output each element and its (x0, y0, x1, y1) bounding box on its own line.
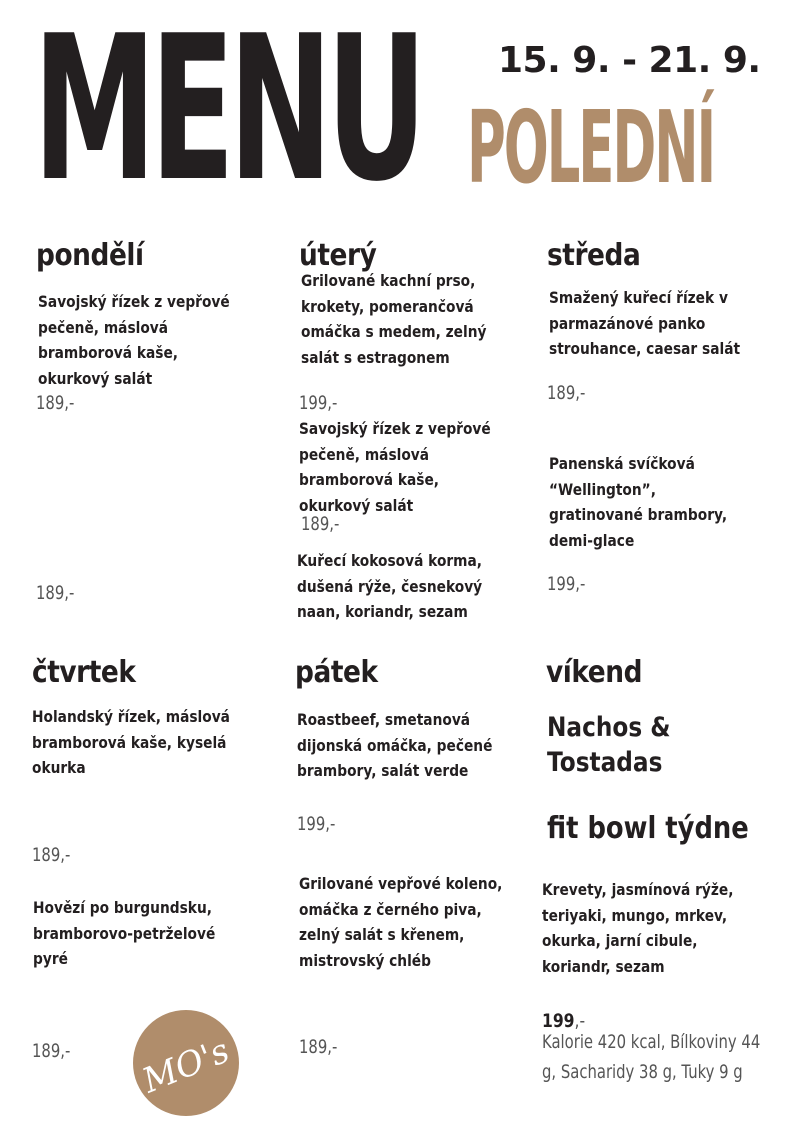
dish-wednesday-1 (549, 285, 740, 362)
dish-tuesday-1 (301, 268, 486, 370)
special-line: Nachos & (547, 712, 671, 743)
dish-line: dijonská omáčka, pečené (297, 735, 493, 755)
price-friday-1: 199,- (297, 813, 336, 835)
dish-line: mistrovský chléb (299, 950, 431, 970)
dish-line: teriyaki, mungo, mrkev, (542, 905, 728, 925)
dish-line: krokety, pomerančová (301, 296, 474, 316)
dish-line: bramborovo-petrželové (33, 923, 216, 943)
dish-line: bramborová kaše, kyselá (32, 732, 227, 752)
dish-line: bramborová kaše, (38, 343, 179, 362)
nutrition-line: Kalorie 420 kcal, Bílkoviny 44 (542, 1031, 761, 1053)
dish-monday-1 (38, 289, 230, 391)
dish-thursday-1 (32, 704, 230, 781)
dish-line: Savojský řízek z vepřové (38, 292, 230, 311)
day-heading-tuesday: úterý (299, 238, 377, 273)
dish-line: omáčka z černého piva, (299, 899, 482, 919)
price-tuesday-1: 199,- (299, 392, 338, 414)
dish-line: okurka, jarní cibule, (542, 931, 698, 950)
dish-line: “Wellington”, (549, 479, 656, 499)
fit-bowl-dish (542, 877, 733, 979)
dish-line: Smažený kuřecí řízek v (549, 288, 728, 307)
price-thursday-2: 189,- (32, 1040, 71, 1062)
menu-subtitle: POLEDNÍ (467, 89, 715, 206)
dish-line: demi-glace (549, 530, 635, 550)
dish-line: okurka (32, 758, 86, 777)
dish-line: pečeně, máslová (38, 317, 169, 337)
price-thursday-1: 189,- (32, 844, 71, 866)
dish-line: brambory, salát verde (297, 761, 469, 780)
dish-line: okurkový salát (299, 495, 414, 515)
dish-thursday-2 (33, 895, 215, 972)
price-friday-2: 189,- (299, 1036, 338, 1058)
dish-line: Savojský řízek z vepřové (299, 419, 491, 438)
mos-logo (133, 1010, 239, 1116)
dish-line: zelný salát s křenem, (299, 925, 465, 944)
dish-line: strouhance, caesar salát (549, 339, 741, 358)
dish-line: pečeně, máslová (299, 444, 430, 464)
price-monday-1: 189,- (36, 392, 75, 414)
dish-friday-2 (299, 871, 502, 973)
dish-line: gratinované brambory, (549, 505, 728, 524)
weekend-special (547, 710, 671, 780)
price-tuesday-2: 189,- (301, 513, 340, 535)
day-heading-monday: pondělí (36, 238, 144, 273)
dish-line: bramborová kaše, (299, 470, 440, 489)
logo-text: MO's (137, 1030, 235, 1102)
nutrition-line: g, Sacharidy 38 g, Tuky 9 g (542, 1061, 743, 1083)
day-heading-friday: pátek (295, 655, 378, 690)
dish-tuesday-2 (299, 416, 491, 518)
dish-line: Holandský řízek, máslová (32, 707, 230, 726)
day-heading-wednesday: středa (547, 238, 641, 273)
dish-line: parmazánové panko (549, 313, 706, 333)
dish-line: salát s estragonem (301, 347, 450, 367)
menu-title: MENU (33, 0, 421, 226)
dish-line: dušená rýže, česnekový (297, 576, 483, 596)
dish-line: naan, koriandr, sezam (297, 602, 468, 621)
dish-line: Hovězí po burgundsku, (33, 898, 212, 917)
dish-tuesday-3 (297, 548, 482, 625)
dish-line: koriandr, sezam (542, 956, 665, 976)
dish-line: Panenská svíčková (549, 454, 695, 473)
special-line: Tostadas (547, 747, 663, 778)
dish-line: Grilované kachní prso, (301, 271, 476, 290)
date-range: 15. 9. - 21. 9. (498, 40, 761, 81)
price-number: 199 (542, 1010, 575, 1032)
dish-wednesday-2 (549, 451, 727, 553)
price-monday-2: 189,- (36, 582, 75, 604)
dish-line: omáčka s medem, zelný (301, 322, 487, 341)
day-heading-thursday: čtvrtek (32, 655, 136, 690)
dish-line: okurkový salát (38, 368, 153, 388)
price-suffix: ,- (574, 1010, 586, 1032)
price-wednesday-1: 189,- (547, 382, 586, 404)
fit-bowl-title: fit bowl týdne (547, 811, 749, 846)
dish-line: Roastbeef, smetanová (297, 710, 471, 729)
dish-line: Grilované vepřové koleno, (299, 874, 503, 893)
dish-friday-1 (297, 707, 492, 784)
price-wednesday-2: 199,- (547, 573, 586, 595)
fit-bowl-nutrition (542, 1027, 760, 1087)
dish-line: pyré (33, 949, 68, 968)
day-heading-weekend: víkend (546, 655, 643, 690)
dish-line: Kuřecí kokosová korma, (297, 551, 483, 570)
dish-line: Krevety, jasmínová rýže, (542, 880, 734, 899)
